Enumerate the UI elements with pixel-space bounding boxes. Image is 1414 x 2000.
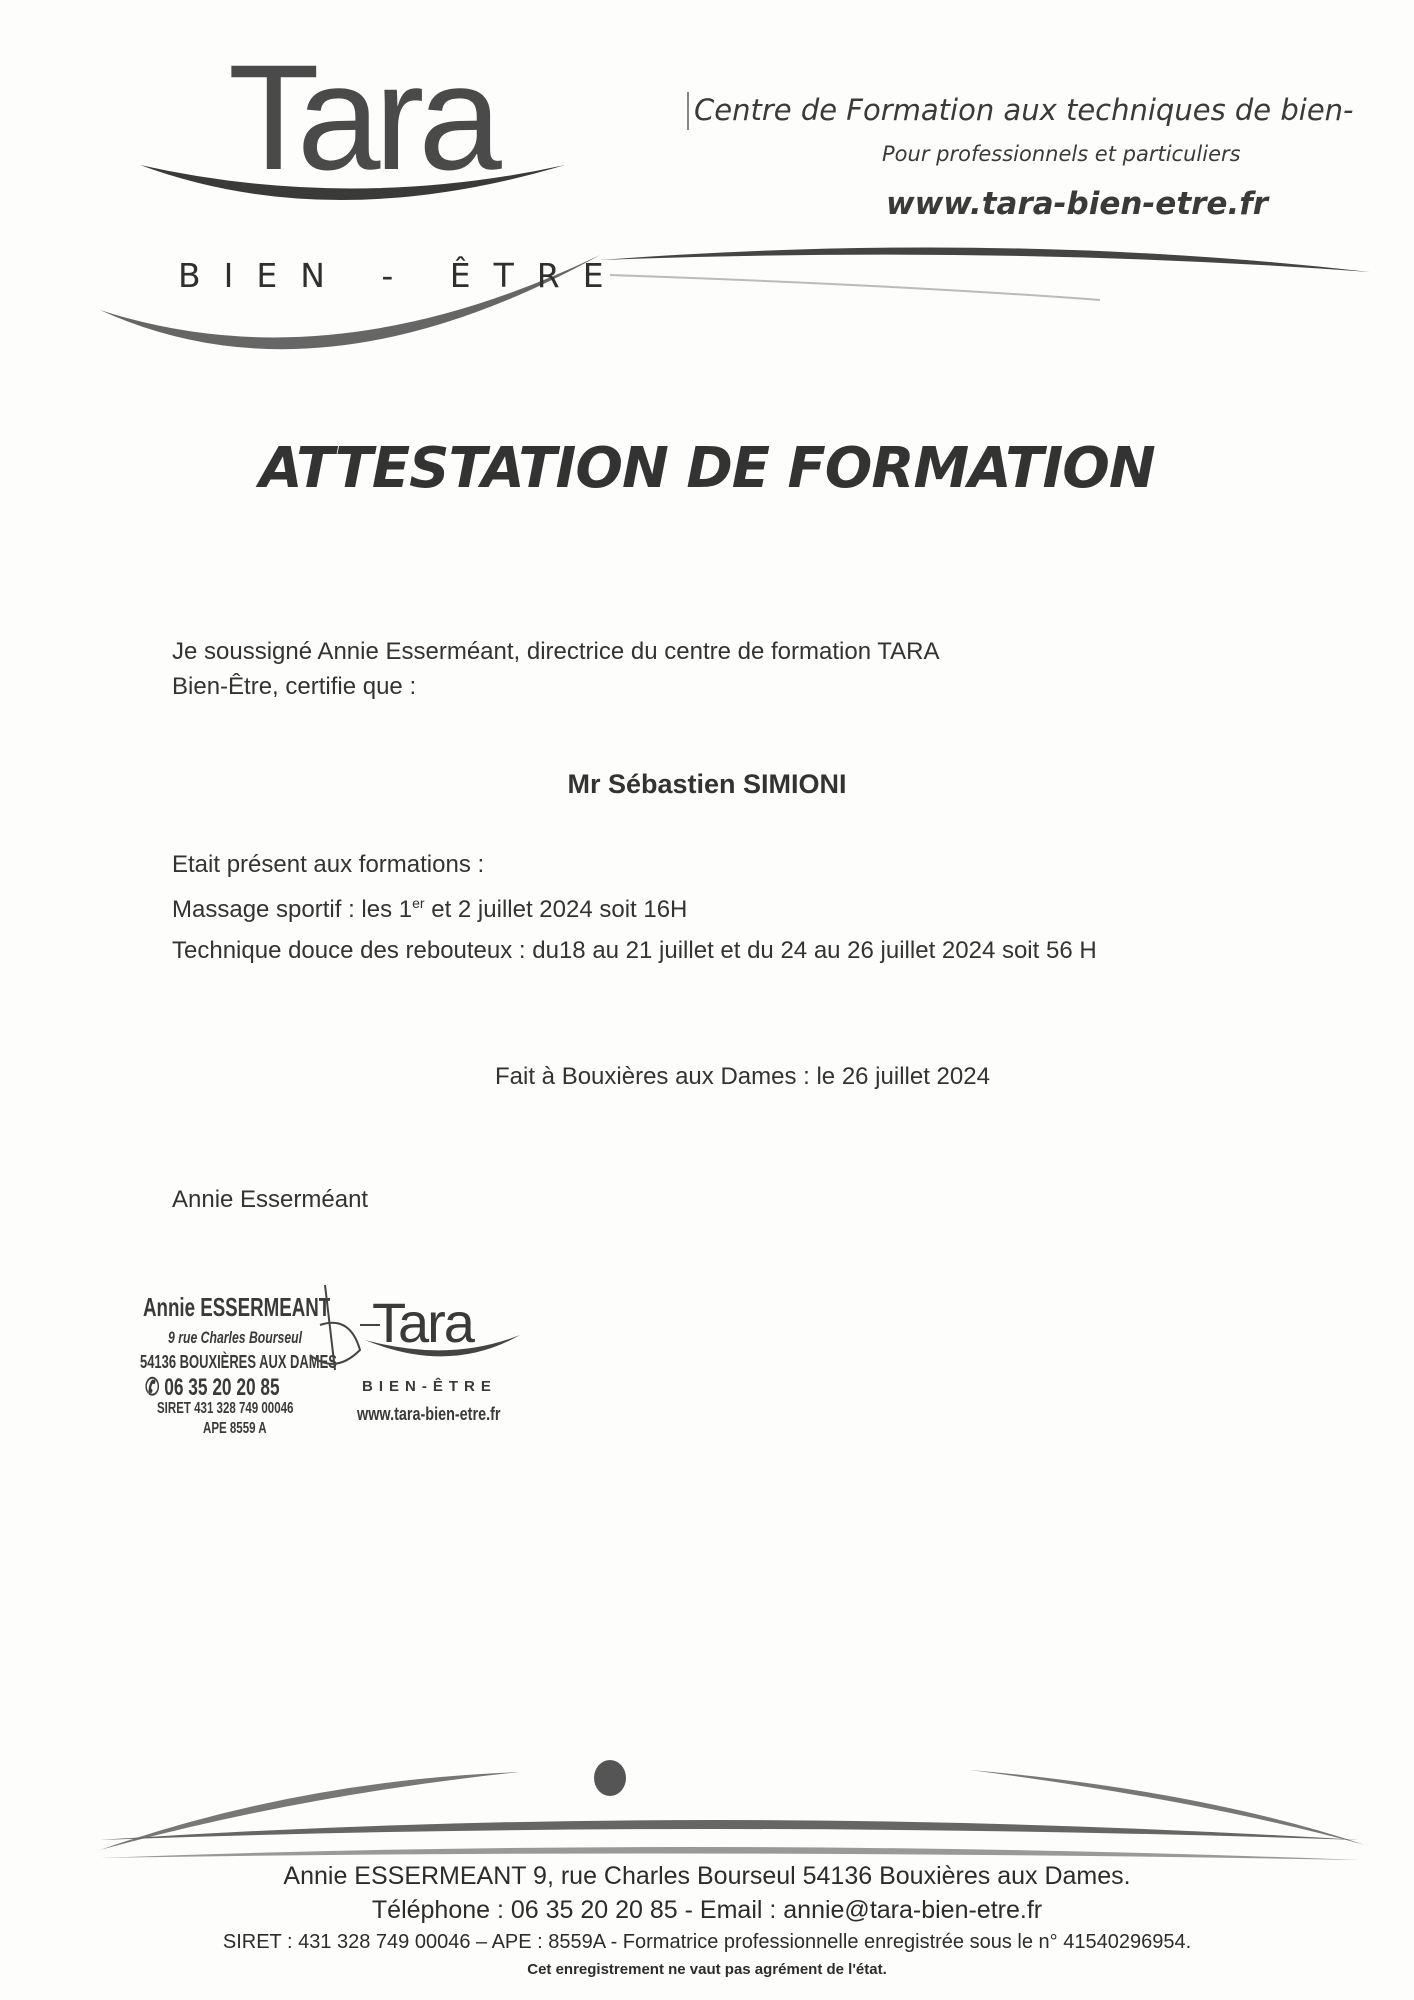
header-website: www.tara-bien-etre.fr <box>886 186 1269 222</box>
signatory-name: Annie Esserméant <box>172 1186 369 1213</box>
stamp-ape: APE 8559 A <box>203 1420 267 1437</box>
header-centre: Centre de Formation aux techniques de bien- <box>694 93 1354 127</box>
footer-decoration <box>0 1740 1414 1870</box>
stamp-phone: ✆ 06 35 20 20 85 <box>145 1374 280 1401</box>
stamp-name: Annie ESSERMEANT <box>143 1292 331 1322</box>
header-audience: Pour professionnels et particuliers <box>882 142 1241 166</box>
header-rule <box>600 248 1370 273</box>
intro-line-2: Bien-Être, certifie que : <box>172 673 417 700</box>
footer-legal: SIRET : 431 328 749 00046 – APE : 8559A - Formatrice professionnelle enregistrée sous le n° 41540296954. <box>222 1931 1192 1953</box>
logo-text: Tara <box>228 33 496 201</box>
footer-rule-lower <box>100 1847 1360 1860</box>
recipient-name: Mr Sébastien SIMIONI <box>567 769 847 799</box>
header-rule-shadow <box>610 275 1100 300</box>
present-label: Etait présent aux formations : <box>172 851 485 878</box>
footer-ink-blot <box>594 1760 626 1796</box>
stamp-siret: SIRET 431 328 749 00046 <box>157 1400 294 1417</box>
stamp-street: 9 rue Charles Bourseul <box>168 1328 303 1347</box>
signature-stroke <box>310 1285 360 1370</box>
stamp-logo-subtitle: BIEN-ÊTRE <box>362 1378 497 1395</box>
stamp-website: www.tara-bien-etre.fr <box>357 1404 501 1424</box>
footer-swoosh-left <box>100 1772 520 1850</box>
stamp-logo-text: Tara <box>372 1291 473 1354</box>
logo-subtitle: BIEN - ÊTRE <box>178 256 627 295</box>
course-1-sup: er <box>412 895 425 911</box>
place-date: Fait à Bouxières aux Dames : le 26 juillet 2024 <box>495 1063 990 1090</box>
course-1 <box>172 893 687 927</box>
footer-rule <box>100 1820 1360 1840</box>
document-title: ATTESTATION DE FORMATION <box>259 436 1155 501</box>
footer-address: Annie ESSERMEANT 9, rue Charles Bourseul 54136 Bouxières aux Dames. <box>283 1862 1131 1890</box>
stamp-city: 54136 BOUXIÈRES AUX DAMES <box>140 1352 337 1372</box>
course-1-prefix: Massage sportif : les 1 <box>172 896 413 923</box>
footer-note: Cet enregistrement ne vaut pas agrément de l'état. <box>527 1961 887 1978</box>
course-1-suffix: et 2 juillet 2024 soit 16H <box>424 896 688 923</box>
course-2: Technique douce des rebouteux : du18 au 21 juillet et du 24 au 26 juillet 2024 soit 56 H <box>172 937 1097 964</box>
footer-contact: Téléphone : 06 35 20 20 85 - Email : annie@tara-bien-etre.fr <box>371 1896 1043 1924</box>
intro-line-1: Je soussigné Annie Esserméant, directrice du centre de formation TARA <box>172 638 940 665</box>
